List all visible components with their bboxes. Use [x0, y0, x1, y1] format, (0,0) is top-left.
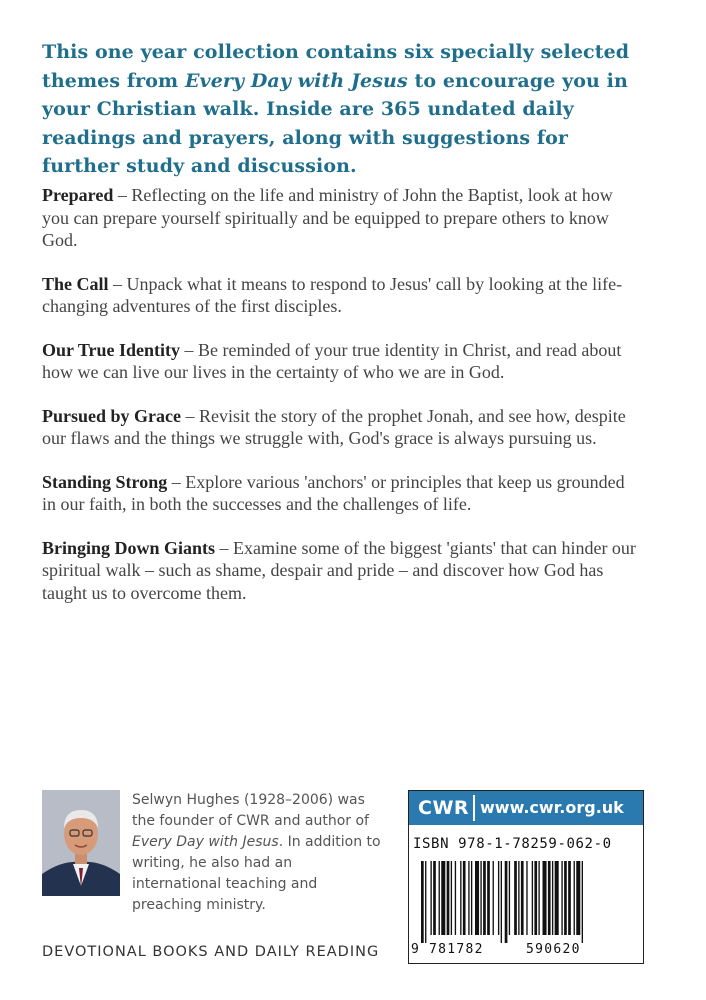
theme-item: [42, 184, 642, 252]
author-bio-text: Selwyn Hughes (1928–2006) was the founder of CWR and author of: [132, 792, 369, 829]
publisher-bar: [409, 791, 643, 825]
barcode-bar: [532, 861, 533, 935]
theme-name: Bringing Down Giants: [42, 537, 216, 558]
barcode-bar: [561, 861, 562, 935]
barcode-bar: [425, 861, 426, 943]
theme-item: [42, 339, 642, 384]
theme-item: [42, 273, 642, 318]
theme-name: Standing Strong: [42, 471, 168, 492]
barcode-bar: [526, 861, 527, 935]
theme-name: Prepared: [42, 185, 114, 205]
barcode-bar: [555, 861, 559, 935]
barcode-bar: [451, 861, 452, 935]
author-bio-text-end: . In addition to writing, he also had an international teaching and preaching ministry.: [132, 834, 381, 913]
theme-item: [42, 405, 642, 450]
theme-name: Pursued by Grace: [42, 405, 181, 426]
theme-description: – Unpack what it means to respond to Jesus' call by looking at the life-changing adventures of the first disciples.: [42, 273, 623, 316]
barcode-panel: [408, 790, 644, 964]
author-bio-book-title: Every Day with Jesus: [132, 834, 279, 850]
isbn-number: ISBN 978-1-78259-062-0: [413, 836, 612, 852]
barcode-bar: [439, 861, 440, 935]
barcode-digits-left: 781782: [429, 942, 484, 957]
barcode-bar: [552, 861, 553, 935]
barcode-bar: [564, 861, 567, 935]
barcode-bar: [509, 861, 510, 935]
barcode-bar: [463, 861, 466, 935]
barcode-bar: [421, 861, 424, 943]
barcode-bar: [576, 861, 580, 935]
theme-description: – Be reminded of your true identity in Christ, and read about how we can live our lives in the certainty of who we are in God.: [42, 339, 622, 382]
category-label: DEVOTIONAL BOOKS AND DAILY READING: [42, 944, 380, 960]
barcode-bar: [498, 861, 499, 935]
barcode-bar: [455, 861, 456, 935]
barcode-bar: [568, 861, 571, 935]
barcode-bar: [574, 861, 575, 935]
theme-description: – Examine some of the biggest 'giants' that can hinder our spiritual walk – such as shame, despair and pride – and discover how God has taught us to overcome them.: [42, 537, 636, 603]
publisher-url: www.cwr.org.uk: [480, 798, 624, 817]
barcode-bar: [534, 861, 537, 935]
barcode-bar: [521, 861, 524, 935]
barcode-bar: [447, 861, 450, 935]
cwr-logo: CWR: [414, 795, 475, 821]
author-bio: [132, 790, 382, 916]
barcode-bar: [433, 861, 436, 935]
barcode-digit-first: 9: [411, 942, 419, 957]
theme-name: The Call: [42, 273, 109, 294]
intro-text-start: This one year collection contains six specially selected themes from: [42, 41, 630, 92]
theme-item: [42, 471, 642, 516]
barcode-icon: [421, 861, 631, 943]
barcode-bar: [471, 861, 472, 935]
barcode-bar: [468, 861, 469, 935]
barcode-bar: [514, 861, 517, 935]
barcode-bar: [548, 861, 551, 935]
barcode-bar: [505, 861, 508, 943]
barcode-bar: [441, 861, 445, 935]
barcode-bar: [483, 861, 486, 935]
theme-item: [42, 537, 642, 605]
barcode-bar: [430, 861, 431, 935]
barcode-bar: [460, 861, 461, 935]
barcode-bar: [480, 861, 481, 935]
barcode-bar: [538, 861, 539, 935]
theme-description: – Revisit the story of the prophet Jonah, and see how, despite our flaws and the things we struggle with, God's grace is always pursuing us.: [42, 405, 626, 448]
author-photo: [42, 790, 120, 896]
barcode-bar: [543, 861, 547, 935]
barcode-bar: [582, 861, 583, 943]
intro-book-title: Every Day with Jesus: [184, 69, 408, 92]
intro-paragraph: [42, 38, 642, 181]
barcode-bar: [501, 861, 502, 943]
theme-name: Our True Identity: [42, 339, 181, 360]
theme-description: – Reflecting on the life and ministry of John the Baptist, look at how you can prepare yourself spiritually and be equipped to prepare others to know God.: [42, 185, 613, 250]
barcode-bar: [487, 861, 490, 935]
theme-list: [42, 184, 642, 625]
intro-text-end: to encourage you in your Christian walk. Inside are 365 undated daily readings and prayers, along with suggestions for further study and discussion.: [42, 69, 628, 177]
barcode-bar: [518, 861, 519, 935]
theme-description: – Explore various 'anchors' or principles that keep us grounded in our faith, in both the successes and the challenges of life.: [42, 471, 625, 514]
barcode-bar: [493, 861, 494, 935]
author-block: [42, 790, 382, 913]
barcode-digits-right: 590620: [526, 942, 581, 957]
barcode-bar: [475, 861, 479, 935]
